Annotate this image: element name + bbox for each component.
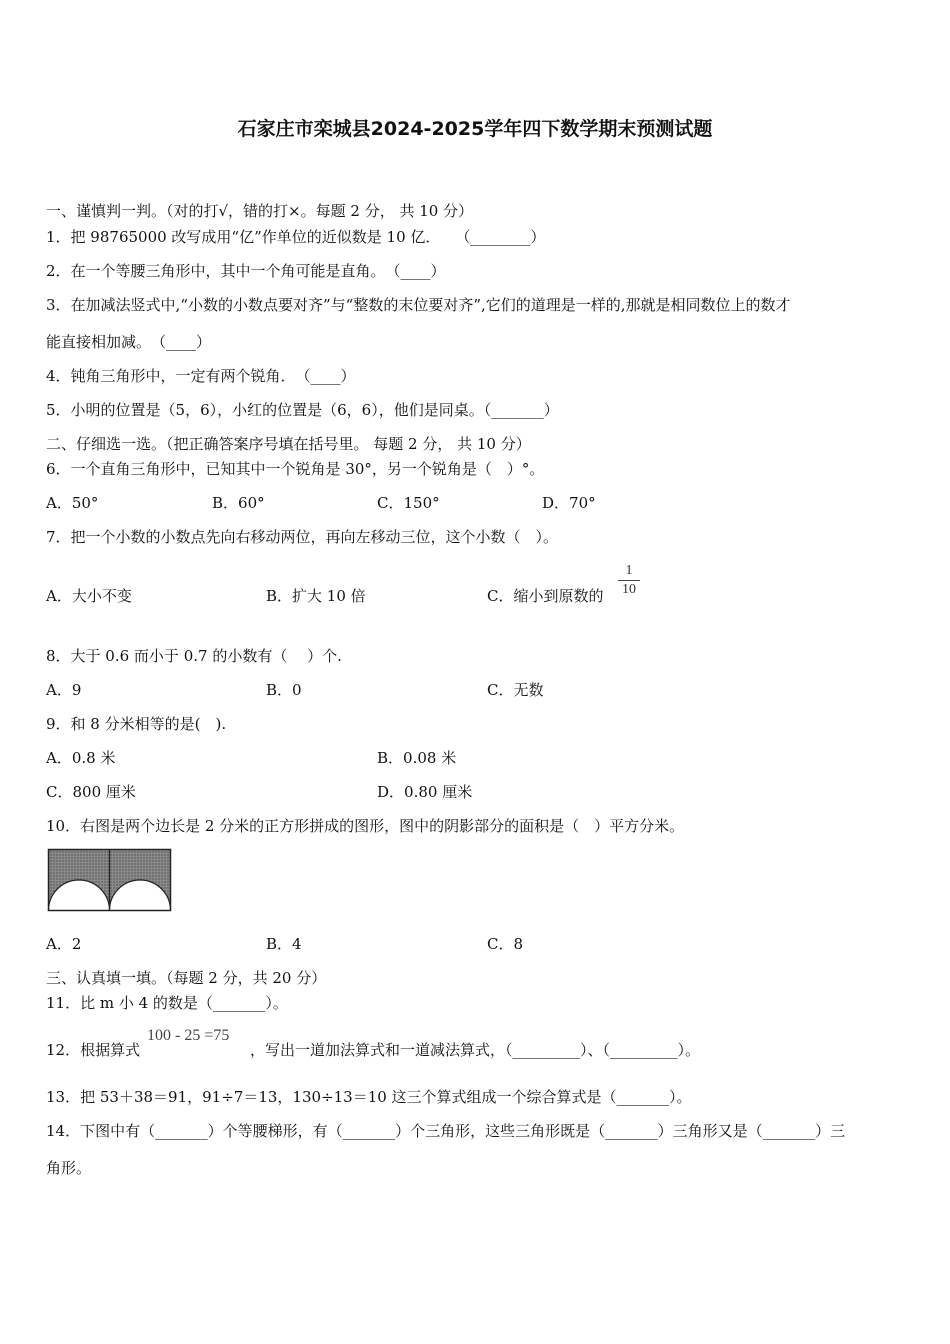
question-14-line-1: 14．下图中有（_______）个等腰梯形，有（_______）个三角形，这些三角形既是（_______）三角形又是（_______）三 — [46, 1122, 846, 1140]
question-13: 13．把 53＋38＝91，91÷7＝13，130÷13＝10 这三个算式组成一个综合算式是（_______）。 — [46, 1088, 692, 1106]
question-14-line-2: 角形。 — [46, 1159, 92, 1177]
question-6-option-d: D．70° — [542, 494, 596, 512]
question-12-prefix: 12．根据算式 — [46, 1041, 141, 1059]
fraction-denominator: 10 — [622, 582, 636, 597]
question-5: 5．小明的位置是（5，6），小红的位置是（6，6），他们是同桌。（_______） — [46, 401, 559, 419]
question-9-option-d: D．0.80 厘米 — [377, 783, 473, 801]
question-6-option-b: B．60° — [212, 494, 265, 512]
question-8-option-a: A．9 — [46, 681, 82, 699]
question-8-stem: 8．大于 0.6 而小于 0.7 的小数有（ ）个. — [46, 647, 342, 665]
question-3-line-1: 3．在加减法竖式中,“小数的小数点要对齐”与“整数的末位要对齐”,它们的道理是一样的,那就是相同数位上的数才 — [46, 296, 791, 314]
question-7-option-c: C．缩小到原数的 — [487, 587, 604, 605]
two-squares-shaded-figure — [47, 848, 173, 912]
question-11: 11．比 m 小 4 的数是（_______）。 — [46, 994, 288, 1012]
question-9-option-c: C．800 厘米 — [46, 783, 136, 801]
question-10-option-b: B．4 — [266, 935, 302, 953]
question-10-stem: 10．右图是两个边长是 2 分米的正方形拼成的图形，图中的阴影部分的面积是（ ）平方分米。 — [46, 817, 685, 835]
question-7-option-a: A．大小不变 — [46, 587, 132, 605]
section-1-heading: 一、谨慎判一判。（对的打√，错的打×。每题 2 分， 共 10 分） — [46, 202, 474, 220]
question-9-option-b: B．0.08 米 — [377, 749, 457, 767]
question-10-option-a: A．2 — [46, 935, 82, 953]
equation-image-text: 100 - 25 =75 — [147, 1027, 230, 1044]
question-9-stem: 9．和 8 分米相等的是( ). — [46, 715, 227, 733]
fraction-one-tenth — [618, 563, 640, 598]
question-2: 2．在一个等腰三角形中，其中一个角可能是直角。 （____） — [46, 262, 446, 280]
section-2-heading: 二、仔细选一选。（把正确答案序号填在括号里。 每题 2 分， 共 10 分） — [46, 435, 531, 453]
question-8-option-b: B．0 — [266, 681, 302, 699]
page-title: 石家庄市栾城县2024-2025学年四下数学期末预测试题 — [237, 118, 713, 140]
question-9-option-a: A．0.8 米 — [46, 749, 116, 767]
question-4: 4．钝角三角形中，一定有两个锐角． （____） — [46, 367, 356, 385]
question-7-option-b: B．扩大 10 倍 — [266, 587, 366, 605]
section-3-heading: 三、认真填一填。（每题 2 分，共 20 分） — [46, 969, 327, 987]
fraction-numerator: 1 — [625, 563, 633, 578]
question-10-option-c: C．8 — [487, 935, 524, 953]
question-6-stem: 6．一个直角三角形中，已知其中一个锐角是 30°，另一个锐角是（ ）°。 — [46, 460, 545, 478]
question-3-line-2: 能直接相加减。 （____） — [46, 333, 212, 351]
question-8-option-c: C．无数 — [487, 681, 544, 699]
question-1: 1．把 98765000 改写成用“亿”作单位的近似数是 10 亿． （________） — [46, 228, 546, 246]
question-12-suffix: ，写出一道加法算式和一道减法算式，（_________）、（_________）。 — [250, 1041, 701, 1059]
question-7-stem: 7．把一个小数的小数点先向右移动两位，再向左移动三位，这个小数（ ）。 — [46, 528, 559, 546]
question-6-option-a: A．50° — [46, 494, 99, 512]
question-6-option-c: C．150° — [377, 494, 440, 512]
